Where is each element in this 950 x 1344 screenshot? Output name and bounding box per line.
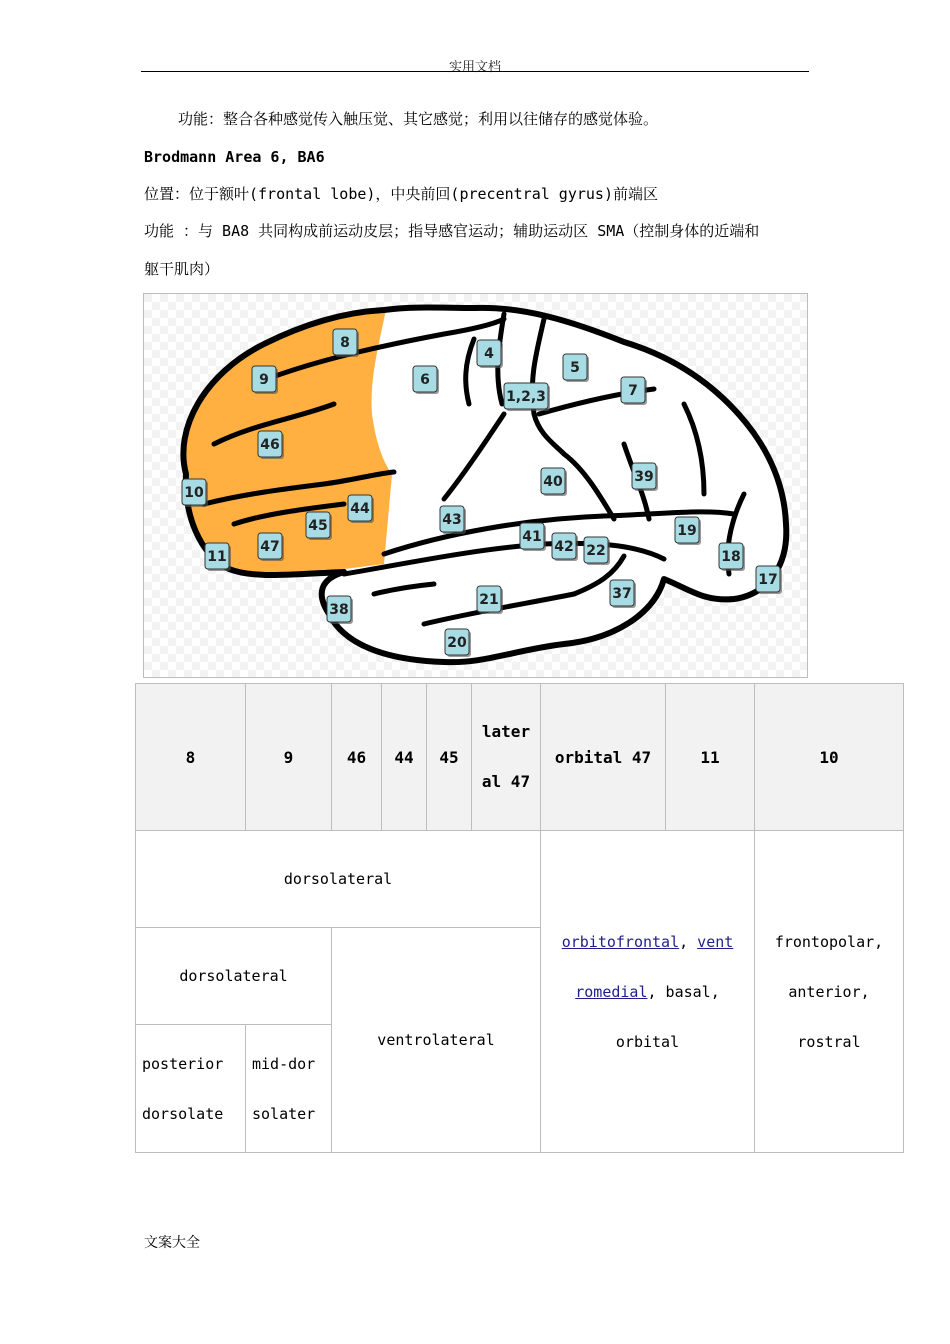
cell-dorsolateral-wide: dorsolateral <box>136 831 541 928</box>
posterior-line2: dorsolate <box>142 1104 224 1123</box>
badge-label: 19 <box>677 523 697 539</box>
area-badge-44 <box>348 495 374 523</box>
area-badge-40 <box>541 468 567 496</box>
area-badge-45 <box>306 512 332 540</box>
area-badge-17 <box>756 566 782 594</box>
link-vent[interactable]: vent <box>697 932 734 951</box>
badge-label: 44 <box>350 501 370 517</box>
badge-label: 10 <box>184 485 204 501</box>
area-badge-6 <box>413 366 439 394</box>
badge-label: 43 <box>442 512 462 528</box>
area-badge-46 <box>258 431 284 459</box>
badge-label: 7 <box>628 383 638 399</box>
area-badge-42 <box>552 533 578 561</box>
posterior-line1: posterior <box>142 1054 224 1073</box>
badge-label: 42 <box>554 539 574 555</box>
area-badge-8 <box>333 329 359 357</box>
page-footer: 文案大全 <box>144 1235 200 1251</box>
area-badge-1-2-3 <box>504 383 550 411</box>
area-badge-18 <box>719 543 745 571</box>
page-header-title: 实用文档 <box>448 60 501 75</box>
area-badge-37 <box>610 580 636 608</box>
area-badge-39 <box>632 463 658 491</box>
area-badge-43 <box>440 506 466 534</box>
orbito-tail: , basal, <box>647 982 720 1001</box>
area-badge-4 <box>477 340 503 368</box>
area-badge-20 <box>445 629 471 657</box>
badge-label: 22 <box>586 543 606 559</box>
function-line-1: 功能 ：与 BA8 共同构成前运动皮层；指导感官运动；辅助运动区 SMA（控制身体的近端和 <box>144 222 760 240</box>
badge-label: 21 <box>479 592 499 608</box>
header-lateral-part1: later <box>481 722 531 741</box>
mid-line2: solater <box>252 1104 316 1123</box>
brodmann-table <box>135 683 904 1153</box>
header-cell-8: 8 <box>136 684 246 831</box>
frontopolar-line3: rostral <box>797 1032 861 1051</box>
mid-line1: mid-dor <box>252 1054 316 1073</box>
badge-label: 39 <box>634 469 654 485</box>
brain-diagram <box>144 294 807 677</box>
area-badge-21 <box>477 586 503 614</box>
badge-label: 20 <box>447 635 467 651</box>
header-cell-10: 10 <box>755 684 904 831</box>
header-cell-11: 11 <box>666 684 755 831</box>
brodmann-brain-figure <box>143 293 808 678</box>
badge-label: 9 <box>259 372 269 388</box>
area-badge-10 <box>182 479 208 507</box>
badge-label: 1,2,3 <box>506 389 546 405</box>
badge-label: 38 <box>329 602 349 618</box>
cell-mid-dorsolateral <box>246 1025 332 1153</box>
badge-label: 41 <box>522 529 542 545</box>
function-line-2: 躯干肌肉） <box>144 260 220 278</box>
cell-ventrolateral: ventrolateral <box>332 928 541 1153</box>
frontopolar-line1: frontopolar, <box>774 932 884 951</box>
area-badge-7 <box>621 377 647 405</box>
header-cell-orbital-47: orbital 47 <box>541 684 666 831</box>
badge-label: 37 <box>612 586 632 602</box>
function-line: 功能：整合各种感觉传入触压觉、其它感觉；利用以往储存的感觉体验。 <box>178 110 659 128</box>
frontopolar-line2: anterior, <box>788 982 870 1001</box>
area-badge-19 <box>675 517 701 545</box>
area-badge-5 <box>563 354 589 382</box>
area-badge-41 <box>520 523 546 551</box>
orbito-separator: , <box>679 932 698 951</box>
badge-label: 47 <box>260 539 280 555</box>
badge-label: 18 <box>721 549 741 565</box>
header-cell-lateral-47 <box>472 684 541 831</box>
badge-label: 6 <box>420 372 430 388</box>
cell-dorsolateral: dorsolateral <box>136 928 332 1025</box>
badge-label: 17 <box>758 572 778 588</box>
cell-orbitofrontal <box>541 831 755 1153</box>
location-line: 位置：位于额叶(frontal lobe)，中央前回(precentral gyrus)前端区 <box>144 185 658 203</box>
link-orbitofrontal[interactable]: orbitofrontal <box>561 932 680 951</box>
table-row-dorsolateral <box>136 831 904 928</box>
area-badge-9 <box>252 366 278 394</box>
header-rule <box>141 71 809 72</box>
header-cell-45: 45 <box>427 684 472 831</box>
orbito-orbital: orbital <box>615 1032 680 1051</box>
link-romedial[interactable]: romedial <box>575 982 648 1001</box>
badge-label: 40 <box>543 474 563 490</box>
cell-posterior-dorsolateral <box>136 1025 246 1153</box>
header-cell-44: 44 <box>382 684 427 831</box>
header-cell-9: 9 <box>246 684 332 831</box>
badge-label: 45 <box>308 518 328 534</box>
badge-label: 46 <box>260 437 280 453</box>
badge-label: 11 <box>207 549 227 565</box>
badge-label: 8 <box>340 335 350 351</box>
table-header-row <box>136 684 904 831</box>
area-badge-47 <box>258 533 284 561</box>
area-badge-11 <box>205 543 231 571</box>
cell-frontopolar <box>755 831 904 1153</box>
area-badge-22 <box>584 537 610 565</box>
header-lateral-part2: al 47 <box>481 772 531 791</box>
section-heading: Brodmann Area 6, BA6 <box>144 148 325 166</box>
area-badge-38 <box>327 596 353 624</box>
badge-label: 4 <box>484 346 494 362</box>
badge-label: 5 <box>570 360 580 376</box>
header-cell-46: 46 <box>332 684 382 831</box>
